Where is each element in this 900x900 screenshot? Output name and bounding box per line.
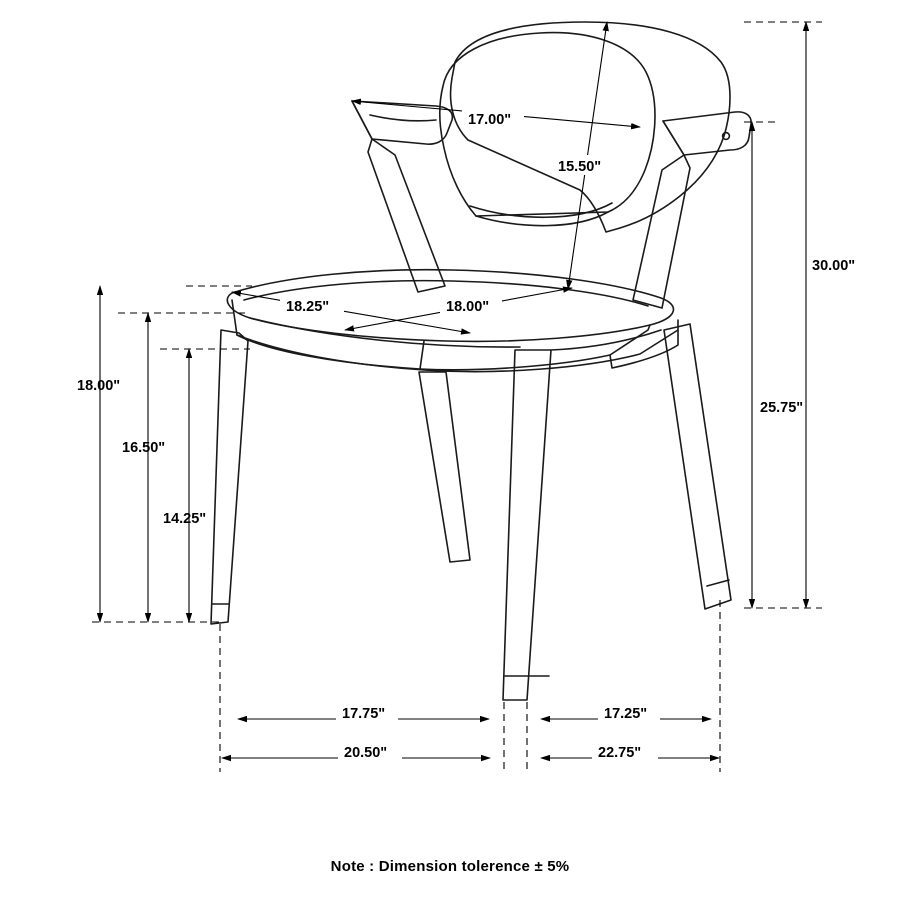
dim-back-height-label: 25.75" bbox=[760, 400, 804, 416]
left-arm bbox=[352, 101, 452, 144]
dim-seat-rear-height-label: 14.25" bbox=[163, 511, 207, 527]
left-arm-detail bbox=[352, 101, 372, 139]
dim-seat-depth-line bbox=[232, 292, 470, 333]
dim-seat-width-label: 18.00" bbox=[446, 299, 490, 315]
dim-leg-span-right-label: 17.25" bbox=[604, 706, 648, 722]
rear-center-leg bbox=[419, 372, 470, 562]
dimension-labels bbox=[77, 108, 855, 761]
dim-seat-front-height-label: 16.50" bbox=[122, 440, 166, 456]
front-right-leg bbox=[503, 350, 551, 700]
dim-seat-depth-label: 18.25" bbox=[286, 299, 330, 315]
right-arm bbox=[663, 112, 751, 155]
left-arm-detail-2 bbox=[370, 115, 436, 121]
dim-overall-depth-left-label: 20.50" bbox=[344, 745, 388, 761]
right-arm-detail bbox=[663, 121, 684, 155]
rear-right-leg bbox=[664, 324, 731, 609]
dim-overall-depth-right-label: 22.75" bbox=[598, 745, 642, 761]
dim-backrest-height-label: 15.50" bbox=[558, 159, 602, 175]
tolerance-note: Note : Dimension tolerence ± 5% bbox=[330, 858, 570, 875]
dim-arm-height-label: 18.00" bbox=[77, 378, 121, 394]
dim-backrest-width-label: 17.00" bbox=[468, 112, 512, 128]
front-left-leg bbox=[211, 330, 248, 624]
rear-right-leg-foot bbox=[707, 580, 729, 586]
dim-overall-height-label: 30.00" bbox=[812, 258, 856, 274]
dimension-annotations bbox=[92, 22, 822, 772]
dim-leg-span-left-label: 17.75" bbox=[342, 706, 386, 722]
